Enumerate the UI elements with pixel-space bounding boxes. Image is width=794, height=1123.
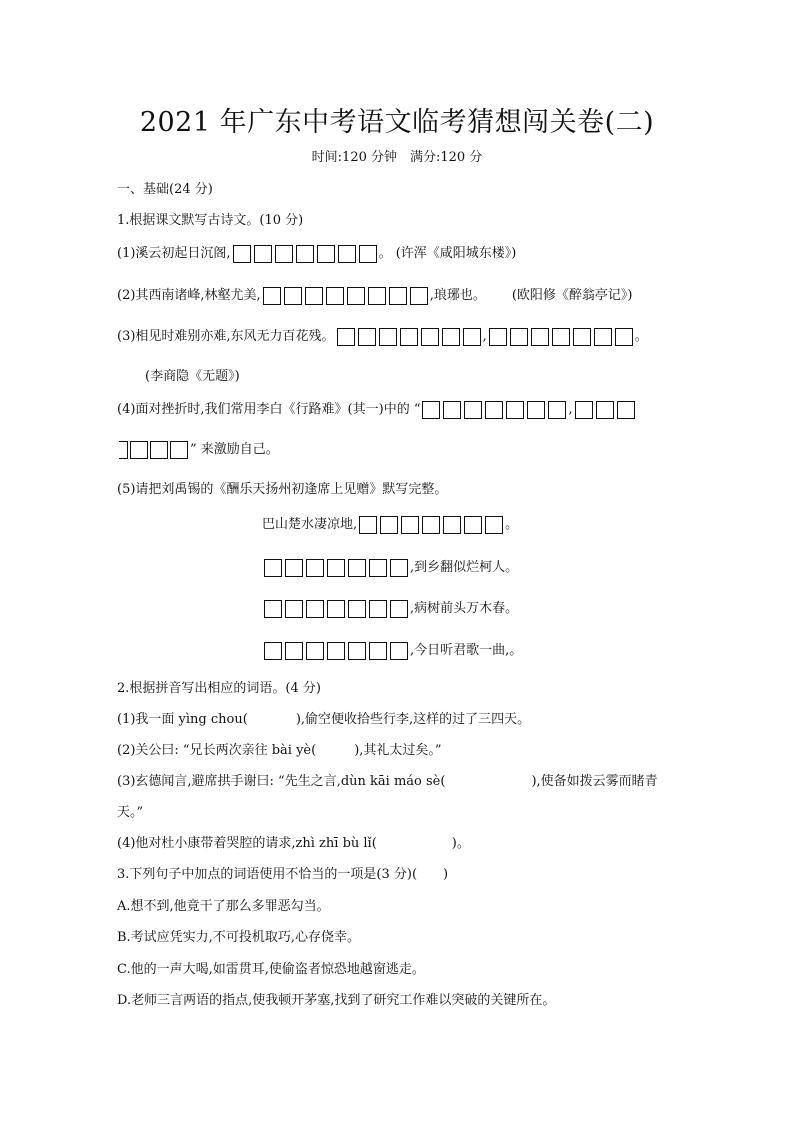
answer-boxes[interactable] xyxy=(264,559,408,577)
answer-box[interactable] xyxy=(443,516,461,534)
answer-box[interactable] xyxy=(389,287,407,305)
q1-part2-after: ,琅琊也。 xyxy=(429,288,486,303)
option-a[interactable]: A.想不到,他竟干了那么多罪恶勾当。 xyxy=(117,899,330,914)
q2-part1 xyxy=(117,708,530,727)
answer-boxes[interactable] xyxy=(575,401,635,419)
answer-box[interactable] xyxy=(326,287,344,305)
option-d[interactable]: D.老师三言两语的指点,使我顿开茅塞,找到了研究工作难以突破的关键所在。 xyxy=(117,993,556,1008)
answer-box[interactable] xyxy=(552,328,570,346)
q2-part2-text: (2)关公曰: “兄长两次亲往 bài yè( xyxy=(117,743,317,758)
q2-part4-after: )。 xyxy=(451,836,470,851)
answer-box[interactable] xyxy=(327,559,345,577)
answer-box[interactable] xyxy=(442,328,460,346)
question-1-stem: 1.根据课文默写古诗文。(10 分) xyxy=(117,213,304,228)
poem-line-4 xyxy=(262,639,522,660)
answer-box[interactable] xyxy=(596,401,614,419)
q1-part1-text: (1)溪云初起日沉阁, xyxy=(117,246,231,261)
answer-box[interactable] xyxy=(615,328,633,346)
answer-box[interactable] xyxy=(400,328,418,346)
section-heading: 一、基础(24 分) xyxy=(117,182,213,197)
q2-part3-cont: 天。” xyxy=(117,805,144,820)
q1-part1-source: 。 (许浑《咸阳城东楼》) xyxy=(378,246,517,261)
answer-box[interactable] xyxy=(264,559,282,577)
answer-box[interactable] xyxy=(510,328,528,346)
answer-box[interactable] xyxy=(464,516,482,534)
answer-box[interactable] xyxy=(390,559,408,577)
question-2-stem: 2.根据拼音写出相应的词语。(4 分) xyxy=(117,681,321,696)
q1-part3-text: (3)相见时难别亦难,东风无力百花残。 xyxy=(117,329,335,344)
poem-line-1-text: 巴山楚水凄凉地, xyxy=(262,517,358,532)
answer-box[interactable] xyxy=(594,328,612,346)
answer-boxes[interactable] xyxy=(233,245,377,263)
q2-part3 xyxy=(117,770,658,789)
answer-box[interactable] xyxy=(263,287,281,305)
answer-box[interactable] xyxy=(390,642,408,660)
answer-box[interactable] xyxy=(254,245,272,263)
answer-boxes[interactable] xyxy=(119,441,188,459)
q2-part4 xyxy=(117,832,470,851)
answer-box[interactable] xyxy=(306,642,324,660)
q1-part2-source: (欧阳修《醉翁亭记》) xyxy=(511,288,633,303)
answer-box[interactable] xyxy=(369,600,387,618)
q1-part3-source: (李商隐《无题》) xyxy=(145,369,240,384)
poem-line-1 xyxy=(262,513,518,534)
poem-line-1-end: 。 xyxy=(505,517,519,532)
answer-box[interactable] xyxy=(327,642,345,660)
answer-box[interactable] xyxy=(348,642,366,660)
answer-box[interactable] xyxy=(464,401,482,419)
answer-box[interactable] xyxy=(390,600,408,618)
answer-box[interactable] xyxy=(422,516,440,534)
answer-box[interactable] xyxy=(285,559,303,577)
q2-part4-text: (4)他对杜小康带着哭腔的请求,zhì zhī bù lǐ( xyxy=(117,836,377,851)
answer-box[interactable] xyxy=(410,287,428,305)
answer-box[interactable] xyxy=(233,245,251,263)
q1-part3-end: 。 xyxy=(634,329,648,344)
answer-box[interactable] xyxy=(421,328,439,346)
question-3-stem: 3.下列句子中加点的词语使用不恰当的一项是(3 分)( ) xyxy=(117,867,449,882)
q1-part4 xyxy=(117,398,637,419)
answer-boxes[interactable] xyxy=(337,328,481,346)
option-c[interactable]: C.他的一声大喝,如雷贯耳,使偷盗者惊恐地越窗逃走。 xyxy=(117,962,425,977)
q2-part2 xyxy=(117,739,442,758)
q1-part2 xyxy=(117,284,632,305)
answer-box[interactable] xyxy=(347,287,365,305)
answer-box[interactable] xyxy=(380,516,398,534)
answer-box[interactable] xyxy=(306,600,324,618)
answer-boxes[interactable] xyxy=(489,328,633,346)
answer-box[interactable] xyxy=(317,245,335,263)
page-title: 2021 年广东中考语文临考猜想闯关卷(二) xyxy=(139,107,655,138)
answer-box[interactable] xyxy=(305,287,323,305)
answer-box[interactable] xyxy=(617,401,635,419)
q1-part2-text: (2)其西南诸峰,林壑尤美, xyxy=(117,288,261,303)
answer-box[interactable] xyxy=(264,600,282,618)
answer-box[interactable] xyxy=(422,401,440,419)
answer-box[interactable] xyxy=(369,559,387,577)
answer-box[interactable] xyxy=(485,516,503,534)
poem-line-2 xyxy=(262,556,518,577)
answer-box[interactable] xyxy=(379,328,397,346)
answer-boxes[interactable] xyxy=(422,401,566,419)
poem-line-3-text: ,病树前头万木春。 xyxy=(410,601,519,616)
q1-part4-after: ” 来激励自己。 xyxy=(190,442,279,457)
answer-box[interactable] xyxy=(575,401,593,419)
answer-box[interactable] xyxy=(348,600,366,618)
q1-part4-cont xyxy=(117,438,279,459)
answer-box[interactable] xyxy=(275,245,293,263)
answer-box[interactable] xyxy=(338,245,356,263)
answer-box[interactable] xyxy=(485,401,503,419)
option-b[interactable]: B.考试应凭实力,不可投机取巧,心存侥幸。 xyxy=(117,930,360,945)
answer-box[interactable] xyxy=(531,328,549,346)
answer-box[interactable] xyxy=(443,401,461,419)
answer-box[interactable] xyxy=(358,328,376,346)
q2-part1-after: ),偷空便收拾些行李,这样的过了三四天。 xyxy=(295,712,531,727)
answer-box[interactable] xyxy=(489,328,507,346)
q1-part3-comma: , xyxy=(482,329,487,344)
answer-box[interactable] xyxy=(548,401,566,419)
q2-part3-text: (3)玄德闻言,避席拱手谢曰: “先生之言,dùn kāi máo sè( xyxy=(117,774,446,789)
answer-box[interactable] xyxy=(337,328,355,346)
answer-boxes[interactable] xyxy=(359,516,503,534)
answer-box[interactable] xyxy=(130,441,148,459)
q1-part1 xyxy=(117,242,516,263)
answer-box[interactable] xyxy=(285,600,303,618)
answer-box[interactable] xyxy=(506,401,524,419)
q1-part3 xyxy=(117,325,648,346)
answer-box[interactable] xyxy=(359,245,377,263)
answer-box[interactable] xyxy=(368,287,386,305)
poem-line-4-text: ,今日听君歌一曲,。 xyxy=(410,643,523,658)
answer-box[interactable] xyxy=(463,328,481,346)
q2-part3-after: ),使备如拨云雾而睹青 xyxy=(531,774,658,789)
answer-box[interactable] xyxy=(119,441,128,459)
answer-boxes[interactable] xyxy=(264,642,408,660)
answer-box[interactable] xyxy=(401,516,419,534)
answer-box[interactable] xyxy=(369,642,387,660)
q2-part1-text: (1)我一面 yìng chou( xyxy=(117,712,248,727)
answer-box[interactable] xyxy=(170,441,188,459)
answer-box[interactable] xyxy=(527,401,545,419)
answer-box[interactable] xyxy=(359,516,377,534)
answer-box[interactable] xyxy=(285,642,303,660)
answer-boxes[interactable] xyxy=(264,600,408,618)
answer-box[interactable] xyxy=(573,328,591,346)
answer-box[interactable] xyxy=(296,245,314,263)
answer-box[interactable] xyxy=(306,559,324,577)
poem-line-2-text: ,到乡翻似烂柯人。 xyxy=(410,560,519,575)
exam-info: 时间:120 分钟 满分:120 分 xyxy=(311,150,483,165)
answer-box[interactable] xyxy=(264,642,282,660)
answer-box[interactable] xyxy=(348,559,366,577)
answer-box[interactable] xyxy=(327,600,345,618)
q1-part5-stem: (5)请把刘禹锡的《酬乐天扬州初逢席上见赠》默写完整。 xyxy=(117,482,448,497)
answer-boxes[interactable] xyxy=(263,287,428,305)
answer-box[interactable] xyxy=(284,287,302,305)
q1-part4-comma: , xyxy=(568,402,573,417)
answer-box[interactable] xyxy=(150,441,168,459)
poem-line-3 xyxy=(262,597,518,618)
q1-part4-text: (4)面对挫折时,我们常用李白《行路难》(其一)中的 “ xyxy=(117,402,421,417)
q2-part2-after: ),其礼太过矣。” xyxy=(354,743,442,758)
